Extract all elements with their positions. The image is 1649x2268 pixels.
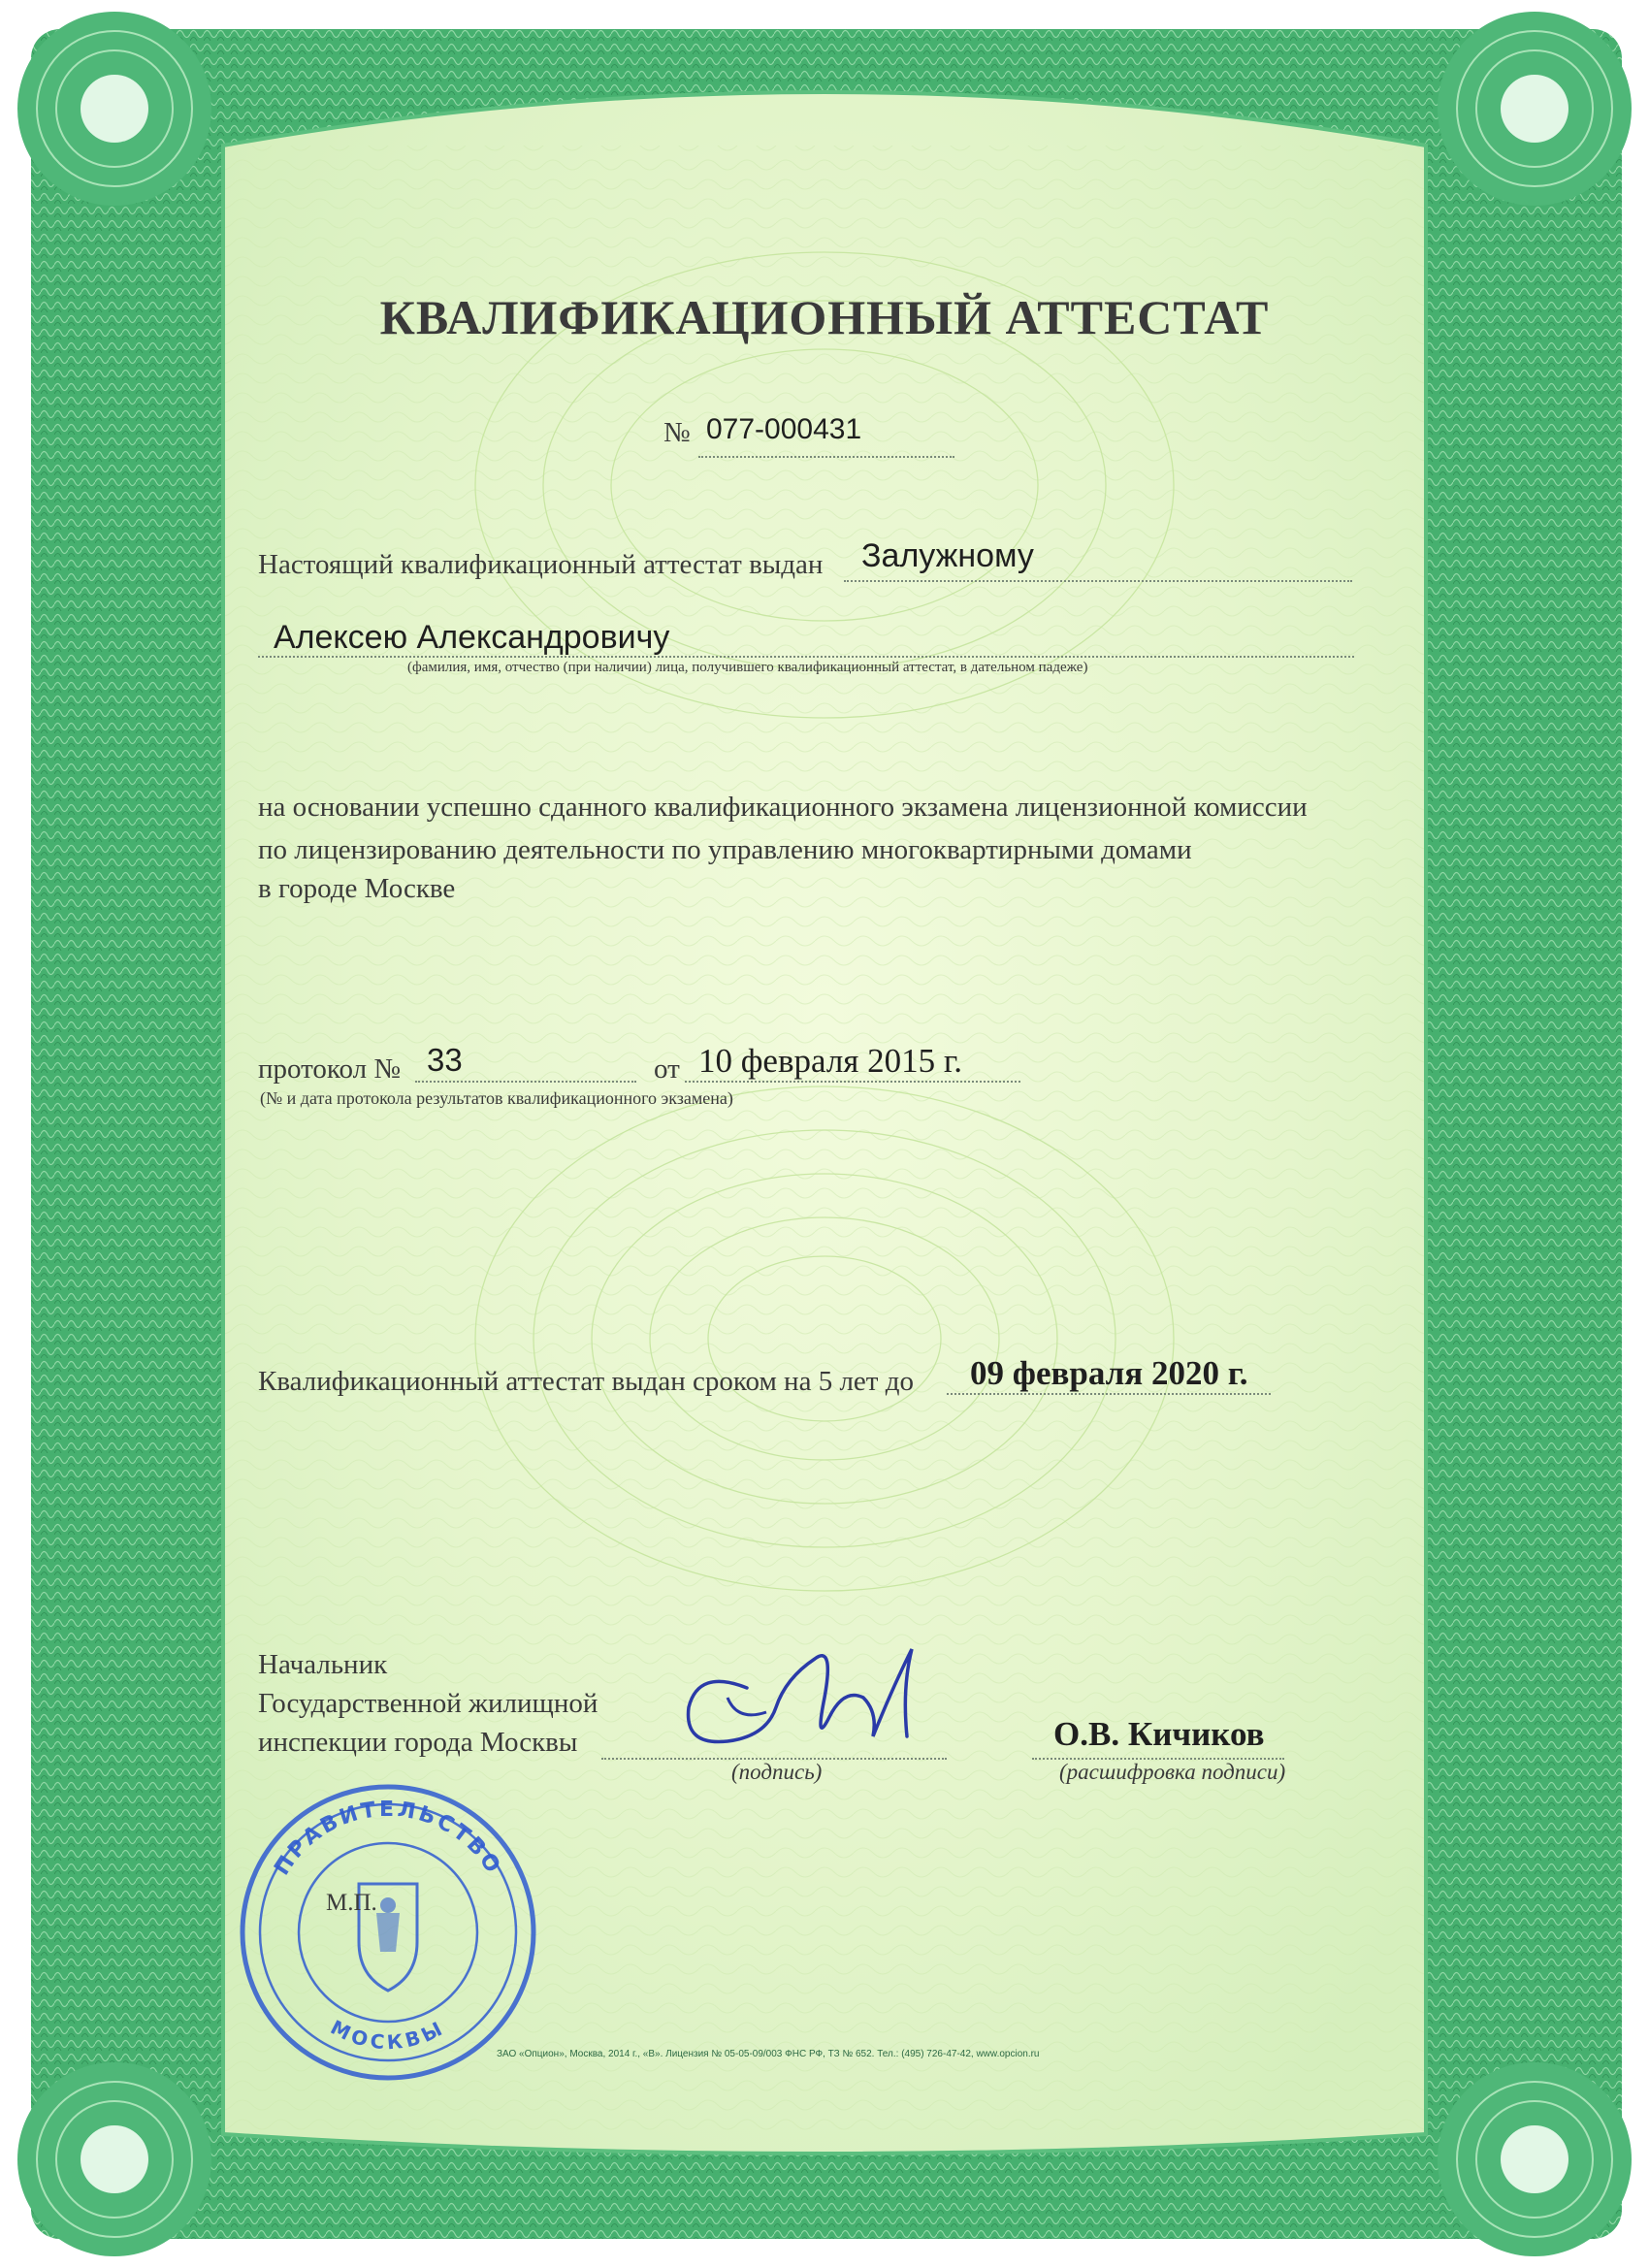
signer-title-line-2: Государственной жилищной (258, 1688, 598, 1719)
surname-underline (844, 580, 1352, 582)
rosette-top-left (17, 12, 211, 206)
protocol-label: протокол № (258, 1053, 402, 1085)
signer-title-line-3: инспекции города Москвы (258, 1727, 578, 1758)
svg-text:ПРАВИТЕЛЬСТВО: ПРАВИТЕЛЬСТВО (270, 1797, 506, 1880)
signer-name-caption: (расшифровка подписи) (1059, 1760, 1286, 1784)
basis-line-3: в городе Москве (258, 873, 456, 904)
surname-value: Залужному (861, 537, 1034, 574)
name-underline (258, 656, 1354, 658)
protocol-date: 10 февраля 2015 г. (698, 1042, 963, 1080)
protocol-from-label: от (654, 1053, 680, 1085)
certificate-number: 077-000431 (706, 413, 862, 445)
basis-line-1: на основании успешно сданного квалификационного экзамена лицензионной комиссии (258, 792, 1308, 823)
name-caption: (фамилия, имя, отчество (при наличии) лица, получившего квалификационный аттестат, в дательном падеже) (407, 660, 1088, 675)
signer-title-line-1: Начальник (258, 1649, 388, 1680)
signer-name: О.В. Кичиков (1053, 1715, 1265, 1753)
basis-line-2: по лицензированию деятельности по управлению многоквартирными домами (258, 834, 1192, 865)
protocol-caption: (№ и дата протокола результатов квалификационного экзамена) (260, 1088, 733, 1108)
signature-image (669, 1630, 931, 1775)
svg-text:МОСКВЫ: МОСКВЫ (326, 2015, 450, 2055)
stamp-place-label: М.П. (326, 1890, 377, 1916)
issued-to-label: Настоящий квалификационный аттестат выдан (258, 549, 824, 580)
document-title: КВАЛИФИКАЦИОННЫЙ АТТЕСТАТ (379, 290, 1270, 344)
validity-label: Квалификационный аттестат выдан сроком на 5 лет до (258, 1366, 914, 1397)
validity-date: 09 февраля 2020 г. (970, 1354, 1248, 1392)
protocol-date-underline (685, 1081, 1020, 1083)
given-names-value: Алексею Александровичу (274, 619, 670, 656)
signature-caption: (подпись) (731, 1760, 823, 1784)
protocol-number-underline (415, 1081, 636, 1083)
number-underline (698, 456, 954, 458)
printer-note: ЗАО «Опцион», Москва, 2014 г., «В». Лицензия № 05-05-09/003 ФНС РФ, ТЗ № 652. Тел.: (495) 726-47-42, www.opcion.ru (497, 2049, 1040, 2059)
validity-date-underline (947, 1393, 1271, 1395)
number-label: № (663, 417, 691, 448)
protocol-number: 33 (427, 1042, 463, 1078)
official-stamp (233, 1777, 543, 2088)
